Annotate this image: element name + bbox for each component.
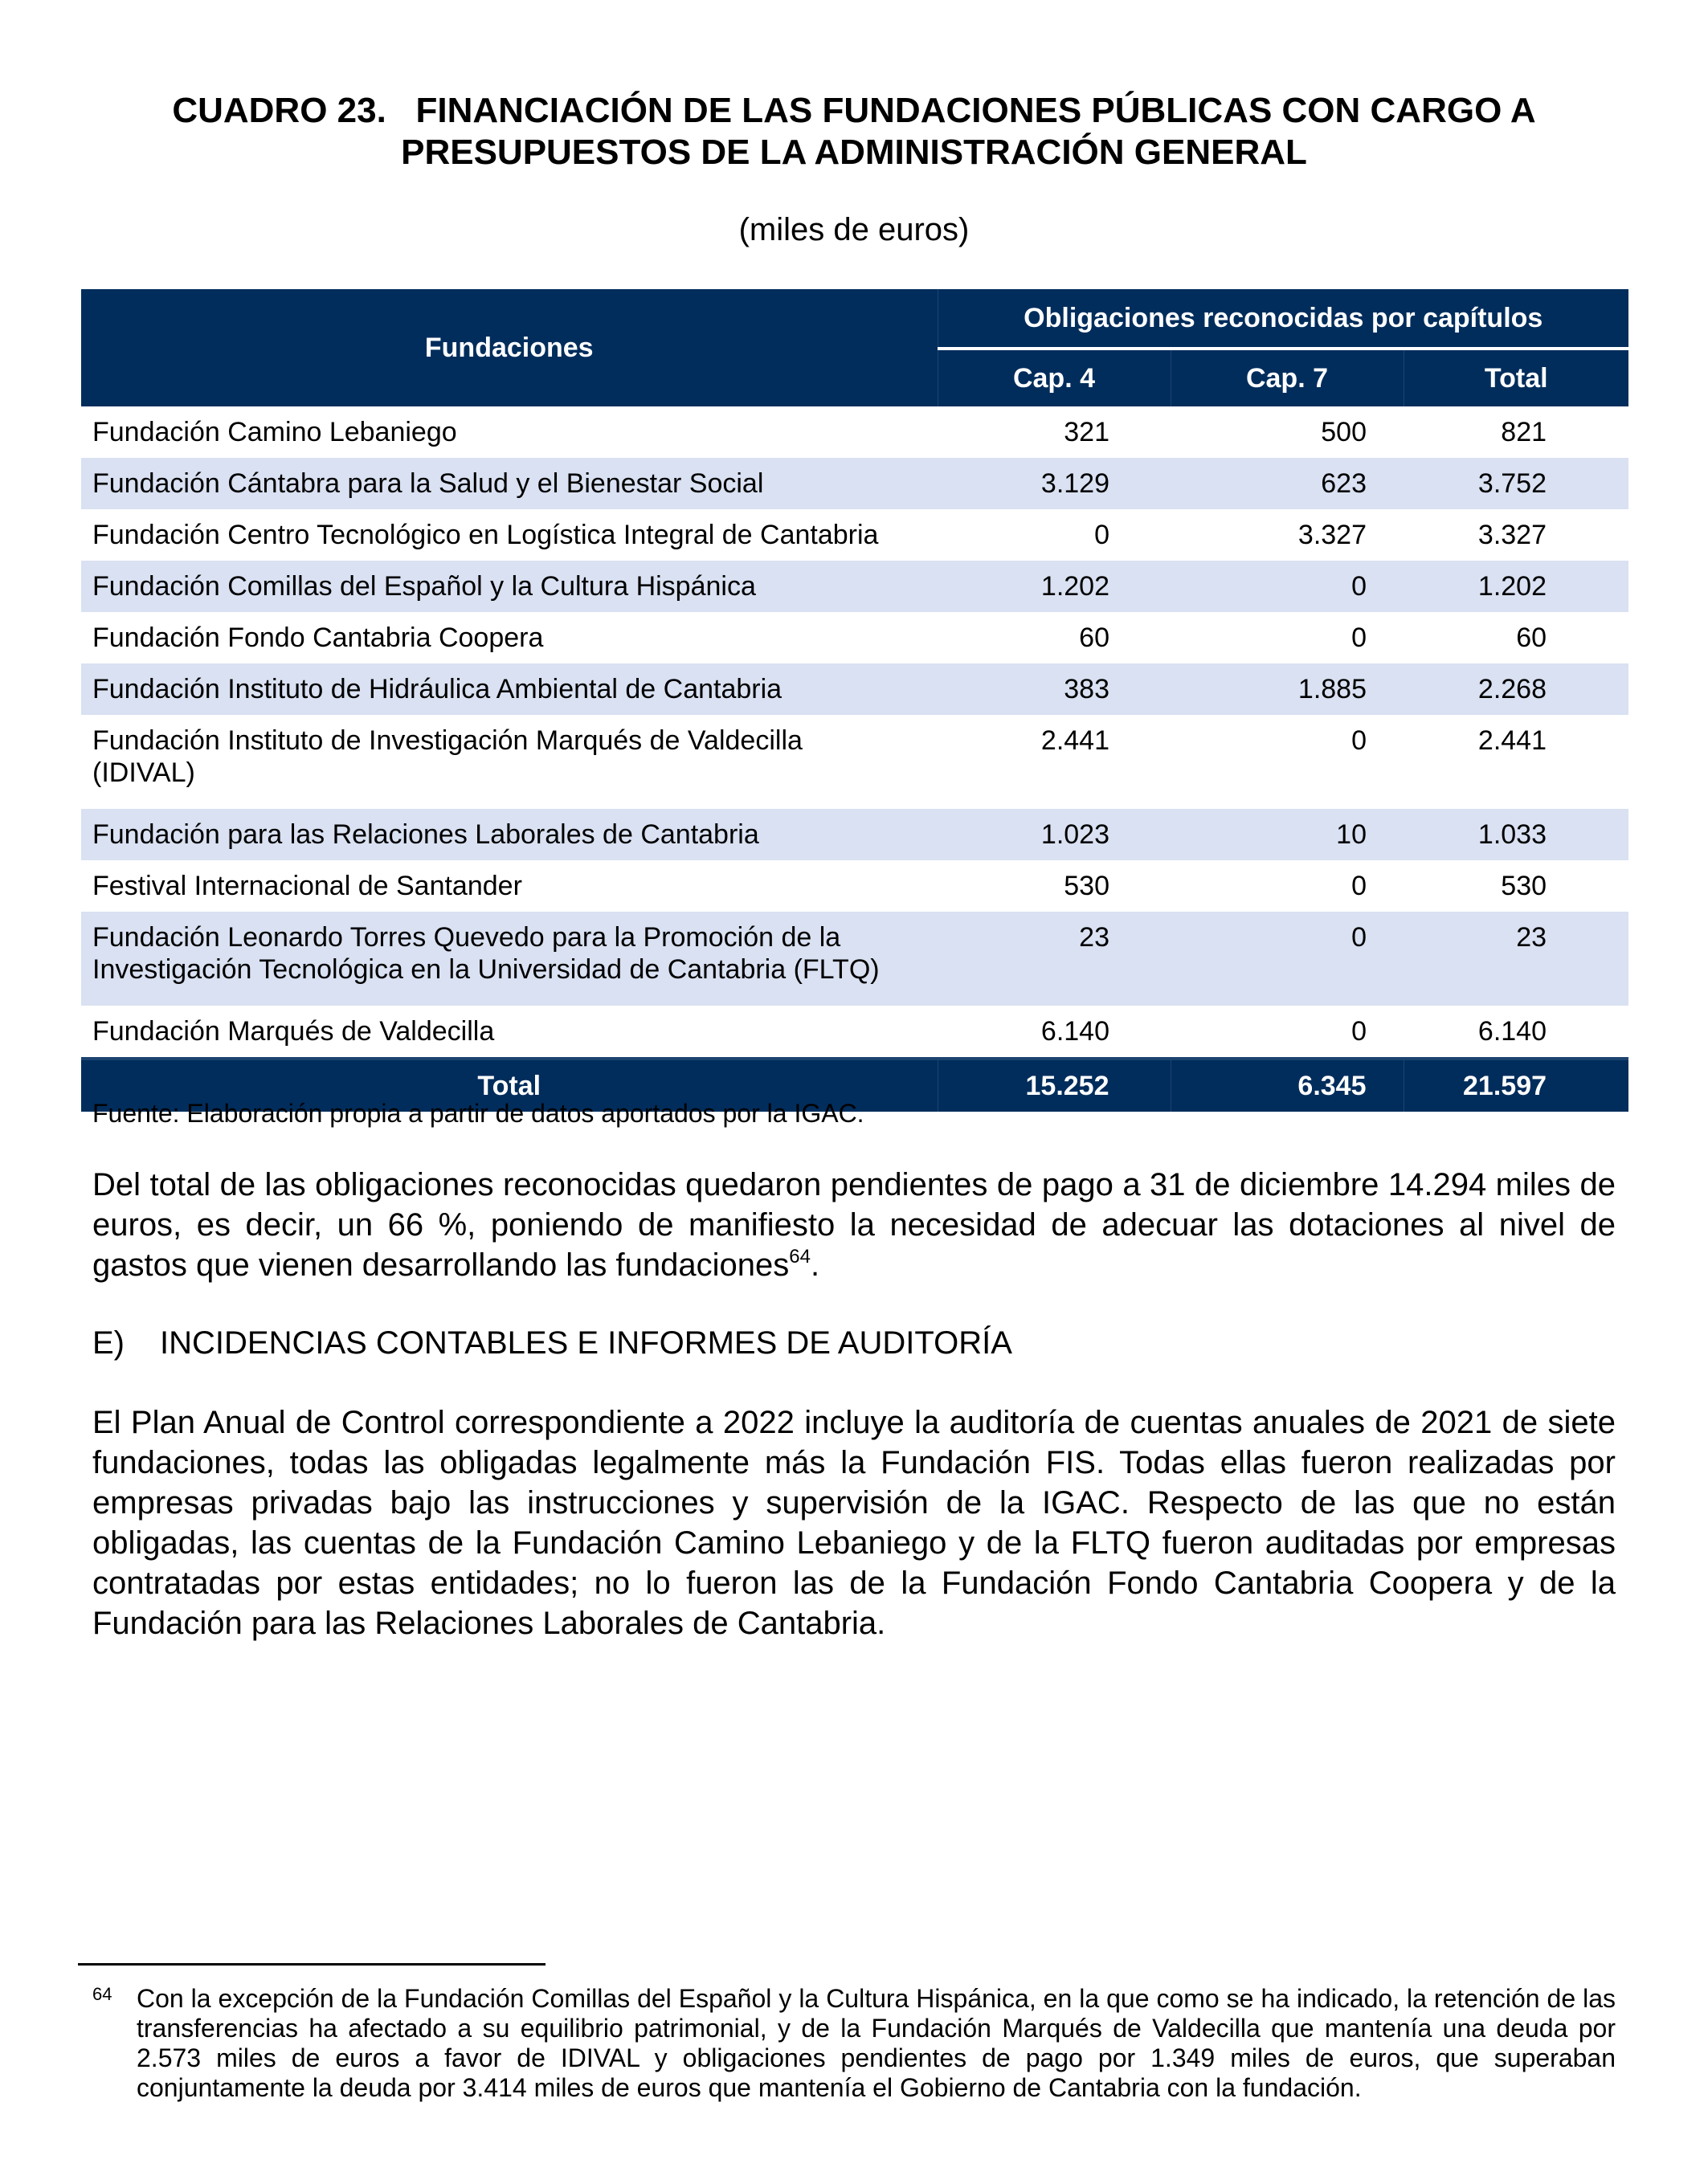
row-name: Fundación para las Relaciones Laborales de Cantabria (81, 809, 938, 860)
table-row (81, 458, 1628, 509)
table-units: (miles de euros) (738, 212, 970, 247)
row-cap7: 0 (1351, 623, 1367, 653)
table-row (81, 1006, 1628, 1059)
table-row (81, 509, 1628, 561)
row-total: 60 (1516, 623, 1547, 653)
row-cap4: 321 (1064, 417, 1109, 447)
header-fundaciones: Fundaciones (81, 289, 938, 406)
section-heading-e (92, 1323, 1012, 1363)
header-obligaciones-group: Obligaciones reconocidas por capítulos (938, 289, 1628, 349)
paragraph-text: Del total de las obligaciones reconocidas quedaron pendientes de pago a 31 de diciembre 14.294 miles de euros, es decir, un 66 %, poniendo de manifiesto la necesidad de adecuar las dotaciones al nivel de gastos que vienen desarrollando las fundaciones (92, 1167, 1616, 1283)
row-total: 1.202 (1404, 561, 1628, 612)
row-total: 3.327 (1477, 520, 1547, 550)
row-name-line2: (IDIVAL) (92, 757, 195, 788)
total-cap7: 6.345 (1171, 1059, 1404, 1112)
table-row (81, 809, 1628, 860)
row-name: Festival Internacional de Santander (92, 871, 522, 901)
row-name (81, 715, 938, 809)
row-cap7: 3.327 (1297, 520, 1367, 550)
table-row (81, 663, 1628, 715)
header-total: Total (1404, 349, 1628, 406)
total-cap4: 15.252 (938, 1059, 1171, 1112)
row-total: 23 (1404, 912, 1628, 1006)
row-name-line1: Fundación Instituto de Investigación Marqués de Valdecilla (92, 725, 803, 756)
row-cap4: 6.140 (1040, 1016, 1109, 1047)
row-cap4: 23 (938, 912, 1171, 1006)
row-cap7: 0 (1171, 561, 1404, 612)
row-cap4: 1.023 (938, 809, 1171, 860)
table-title-line2: PRESUPUESTOS DE LA ADMINISTRACIÓN GENERAL (401, 133, 1307, 172)
footnote-ref-64[interactable]: 64 (789, 1246, 811, 1268)
row-cap7: 0 (1351, 871, 1367, 901)
header-cap7: Cap. 7 (1171, 349, 1404, 406)
table-row (81, 561, 1628, 612)
table-row (81, 912, 1628, 1006)
row-name: Fundación Marqués de Valdecilla (92, 1016, 495, 1047)
row-cap7: 10 (1171, 809, 1404, 860)
row-total: 530 (1501, 871, 1547, 901)
financing-table (81, 289, 1628, 1112)
footnote-text: Con la excepción de la Fundación Comillas del Español y la Cultura Hispánica, en la que como se ha indicado, la retención de las transferencias ha afectado a su equilibrio patrimonial, y de la Fundación Marqués de Valdecilla que mantenía una deuda por 2.573 miles de euros a favor de IDIVAL y obligaciones pendientes de pago por 1.349 miles de euros, que superaban conjuntamente la deuda por 3.414 miles de euros que mantenía el Gobierno de Cantabria con la fundación. (137, 1984, 1616, 2102)
table-header-row-1 (81, 289, 1628, 349)
row-cap7: 0 (1171, 912, 1404, 1006)
table-title (0, 90, 1708, 173)
row-cap4: 1.202 (938, 561, 1171, 612)
row-cap4: 2.441 (1040, 725, 1109, 756)
table-title-line1: CUADRO 23. FINANCIACIÓN DE LAS FUNDACIONES PÚBLICAS CON CARGO A (172, 91, 1536, 130)
row-name: Fundación Camino Lebaniego (92, 417, 457, 447)
row-cap4: 383 (938, 663, 1171, 715)
paragraph-pending-payments (92, 1165, 1616, 1285)
row-total: 3.752 (1404, 458, 1628, 509)
row-cap7: 500 (1321, 417, 1367, 447)
row-cap4: 3.129 (938, 458, 1171, 509)
row-total: 6.140 (1477, 1016, 1547, 1047)
total-label: Total (81, 1059, 938, 1112)
row-cap4: 60 (1079, 623, 1109, 653)
row-cap4: 0 (1094, 520, 1109, 550)
footnote-separator (78, 1963, 545, 1966)
row-cap4: 530 (1064, 871, 1109, 901)
table-source-note: Fuente: Elaboración propia a partir de datos aportados por la IGAC. (92, 1099, 864, 1128)
row-name-line1: Fundación Leonardo Torres Quevedo para la Promoción de la (92, 922, 841, 953)
table-row (81, 406, 1628, 458)
total-total: 21.597 (1404, 1059, 1628, 1112)
section-label: E) (92, 1325, 125, 1361)
table-row (81, 612, 1628, 663)
row-name (81, 912, 938, 1006)
table-row (81, 860, 1628, 912)
table-row (81, 715, 1628, 809)
paragraph-end: . (810, 1247, 820, 1283)
section-title: INCIDENCIAS CONTABLES E INFORMES DE AUDITORÍA (160, 1325, 1012, 1361)
row-total: 2.441 (1477, 725, 1547, 756)
row-name: Fundación Centro Tecnológico en Logística Integral de Cantabria (92, 520, 879, 550)
row-cap7: 623 (1171, 458, 1404, 509)
row-cap7: 1.885 (1171, 663, 1404, 715)
row-total: 821 (1501, 417, 1547, 447)
paragraph-audit-plan: El Plan Anual de Control correspondiente a 2022 incluye la auditoría de cuentas anuales de 2021 de siete fundaciones, todas las obligadas legalmente más la Fundación FIS. Todas ellas fueron realizadas por empresas privadas bajo las instrucciones y supervisión de la IGAC. Respecto de las que no están obligadas, las cuentas de la Fundación Camino Lebaniego y de la FLTQ fueron auditadas por empresas contratadas por estas entidades; no lo fueron las de la Fundación Fondo Cantabria Coopera y de la Fundación para las Relaciones Laborales de Cantabria. (92, 1405, 1616, 1641)
row-cap7: 0 (1351, 1016, 1367, 1047)
row-name-line2: Investigación Tecnológica en la Universidad de Cantabria (FLTQ) (92, 954, 880, 985)
footnote-64 (92, 1984, 1616, 2103)
row-cap7: 0 (1351, 725, 1367, 756)
row-name: Fundación Fondo Cantabria Coopera (92, 623, 544, 653)
row-name: Fundación Comillas del Español y la Cultura Hispánica (81, 561, 938, 612)
row-total: 1.033 (1404, 809, 1628, 860)
footnote-number: 64 (92, 1984, 112, 2004)
header-cap4: Cap. 4 (938, 349, 1171, 406)
row-name: Fundación Cántabra para la Salud y el Bienestar Social (81, 458, 938, 509)
row-name: Fundación Instituto de Hidráulica Ambiental de Cantabria (81, 663, 938, 715)
row-total: 2.268 (1404, 663, 1628, 715)
